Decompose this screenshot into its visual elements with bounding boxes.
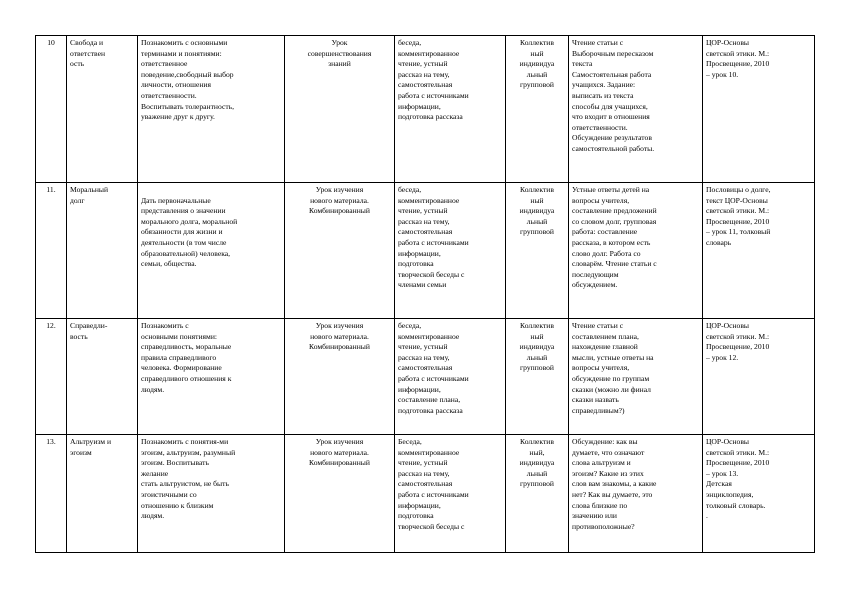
student-work-line: слово долг. Работа со: [572, 248, 641, 258]
lesson-type-cell: [285, 435, 395, 553]
work-form-line: Коллектив: [520, 437, 554, 446]
lesson-goal-line: Дать первоначальные: [141, 195, 211, 205]
lesson-topic-cell: [67, 36, 138, 183]
lesson-activity-cell: [395, 435, 506, 553]
lesson-type-line: Комбинированный: [309, 342, 370, 352]
student-work-line: обсуждение по группам: [572, 373, 650, 383]
student-work-line: Самостоятельная работа: [572, 69, 652, 79]
lesson-goal-line: поведение,свободный выбор: [141, 69, 234, 79]
lesson-activity-line: работа с источниками: [398, 90, 469, 100]
lesson-activity-cell: [395, 319, 506, 435]
lesson-goal-line: Воспитывать толерантность,: [141, 101, 235, 111]
lesson-goal-line: ответственное: [141, 59, 188, 69]
lesson-resources-line: толковый словарь.: [706, 500, 766, 510]
lesson-resources-line: энциклопедия,: [706, 489, 754, 499]
lesson-activity-line: информации,: [398, 248, 441, 258]
student-work-line: составление предложений: [572, 206, 657, 216]
work-form-line: Коллектив: [520, 38, 554, 47]
lesson-resources-line: Детская: [706, 479, 732, 489]
lesson-type-line: нового материала.: [310, 447, 369, 457]
lesson-resources-line: – урок 10.: [706, 69, 739, 79]
lesson-number-cell: 10: [36, 36, 67, 183]
lesson-goal-line: стать альтруистом, не быть: [141, 479, 229, 489]
lesson-activity-line: комментированное: [398, 195, 460, 205]
lesson-resources-cell: [703, 435, 815, 553]
student-work-line: мысли, устные ответы на: [572, 352, 654, 362]
student-work-line: обсуждением.: [572, 280, 618, 290]
lesson-goal-line: эгоизм. Воспитывать: [141, 458, 209, 468]
lesson-activity-line: составление плана,: [398, 395, 461, 405]
student-work-line: Чтение статьи с: [572, 321, 624, 330]
lesson-activity-line: чтение, устный: [398, 458, 448, 468]
lesson-goal-line: деятельности (в том числе: [141, 237, 227, 247]
work-form-line: групповой: [520, 479, 554, 489]
lesson-activity-line: информации,: [398, 500, 441, 510]
lesson-topic-line: эгоизм: [70, 447, 92, 457]
student-work-line: ответственности.: [572, 122, 628, 132]
lesson-topic-cell: [67, 183, 138, 319]
lesson-resources-line: светской этики. М.:: [706, 331, 770, 341]
lesson-activity-line: рассказ на тему,: [398, 468, 450, 478]
lesson-goal-line: желание: [141, 468, 169, 478]
lesson-activity-line: рассказ на тему,: [398, 352, 450, 362]
lesson-goal-line: человека. Формирование: [141, 363, 222, 373]
lesson-resources-line: светской этики. М.:: [706, 48, 770, 58]
work-form-line: льный: [526, 468, 548, 478]
student-work-line: способы для учащихся,: [572, 101, 648, 111]
lesson-resources-line: Просвещение, 2010: [706, 342, 770, 352]
table-row: [36, 36, 815, 183]
student-work-line: вопросы учителя,: [572, 363, 630, 373]
lesson-topic-line: вость: [70, 331, 88, 341]
student-work-line: Обсуждение результатов: [572, 133, 652, 143]
lesson-goal-line: терминами и понятиями:: [141, 48, 222, 58]
table-row: [36, 183, 815, 319]
lesson-goal-line: обязанности для жизни и: [141, 227, 223, 237]
lesson-goal-line: образовательной) человека,: [141, 248, 231, 258]
student-work-line: выписать из текста: [572, 90, 634, 100]
work-form-cell: [506, 183, 569, 319]
lesson-goal-cell: [138, 435, 285, 553]
lesson-activity-line: рассказ на тему,: [398, 69, 450, 79]
work-form-line: ный: [530, 195, 544, 205]
lesson-type-cell: [285, 319, 395, 435]
work-form-line: групповой: [520, 227, 554, 237]
lesson-type-line: нового материала.: [310, 195, 369, 205]
lesson-resources-line: светской этики. М.:: [706, 447, 770, 457]
lesson-type-cell: [285, 36, 395, 183]
lesson-type-line: нового материала.: [310, 331, 369, 341]
lesson-goal-line: уважение друг к другу.: [141, 112, 215, 122]
lesson-resources-line: светской этики. М.:: [706, 206, 770, 216]
lesson-resources-line: Просвещение, 2010: [706, 216, 770, 226]
student-work-line: Обсуждение: как вы: [572, 437, 638, 446]
work-form-line: индивидуа: [519, 458, 555, 468]
lesson-activity-line: чтение, устный: [398, 206, 448, 216]
lesson-goal-line: Познакомить с понятия-ми: [141, 437, 229, 446]
work-form-line: групповой: [520, 80, 554, 90]
student-work-line: что входит в отношения: [572, 112, 650, 122]
lesson-goal-line: людям.: [141, 384, 165, 394]
lesson-resources-line: словарь: [706, 237, 732, 247]
lesson-type-line: совершенствования: [307, 48, 372, 58]
work-form-line: льный: [526, 69, 548, 79]
work-form-cell: [506, 36, 569, 183]
student-work-line: думаете, что означают: [572, 447, 645, 457]
work-form-cell: [506, 435, 569, 553]
lesson-topic-line: Справедли-: [70, 321, 108, 330]
lesson-topic-line: Свобода и: [70, 38, 104, 47]
lesson-type-line: знаний: [328, 59, 351, 69]
lesson-resources-line: Пословицы о долге,: [706, 185, 771, 194]
lesson-activity-line: рассказ на тему,: [398, 216, 450, 226]
lesson-activity-cell: [395, 183, 506, 319]
lesson-activity-line: работа с источниками: [398, 489, 469, 499]
lesson-activity-line: работа с источниками: [398, 237, 469, 247]
lesson-type-line: Урок изучения: [315, 437, 364, 446]
lesson-goal-line: семьи, общества.: [141, 259, 197, 269]
lesson-activity-line: подготовка рассказа: [398, 112, 463, 122]
lesson-topic-line: долг: [70, 195, 85, 205]
lesson-activity-cell: [395, 36, 506, 183]
lesson-goal-line: Познакомить с: [141, 321, 189, 330]
student-work-line: учащихся. Задание:: [572, 80, 636, 90]
lesson-activity-line: самостоятельная: [398, 227, 453, 237]
student-work-line: нахождение главной: [572, 342, 638, 352]
work-form-line: Коллектив: [520, 185, 554, 194]
lesson-goal-line: эгоизм, альтруизм, разумный: [141, 447, 236, 457]
lesson-activity-line: творческой беседы с: [398, 269, 465, 279]
lesson-activity-line: творческой беседы с: [398, 521, 465, 531]
lesson-goal-line: представления о значении: [141, 206, 226, 216]
lesson-goal-line: личности, отношения: [141, 80, 211, 90]
lesson-activity-line: подготовка: [398, 511, 434, 521]
lesson-type-cell: [285, 183, 395, 319]
lesson-topic-cell: [67, 435, 138, 553]
student-work-line: работа: составление: [572, 227, 638, 237]
table-row: [36, 435, 815, 553]
lesson-number-cell: 13.: [36, 435, 67, 553]
lesson-number-cell: 12.: [36, 319, 67, 435]
work-form-line: групповой: [520, 363, 554, 373]
student-work-line: нет? Как вы думаете, это: [572, 489, 653, 499]
lesson-goal-line: справедливого отношения к: [141, 373, 232, 383]
student-work-cell: [569, 319, 703, 435]
student-work-line: вопросы учителя,: [572, 195, 630, 205]
lesson-goal-cell: [138, 319, 285, 435]
work-form-line: Коллектив: [520, 321, 554, 330]
student-work-line: слова альтруизм и: [572, 458, 631, 468]
lesson-goal-cell: [138, 36, 285, 183]
lesson-activity-line: подготовка рассказа: [398, 405, 463, 415]
student-work-line: справедливым?): [572, 405, 625, 415]
lesson-activity-line: членами семьи: [398, 280, 447, 290]
student-work-line: значению или: [572, 511, 617, 521]
lesson-goal-cell: [138, 183, 285, 319]
student-work-cell: [569, 435, 703, 553]
lesson-topic-cell: [67, 319, 138, 435]
lessons-table: [35, 35, 815, 553]
lesson-goal-line: справедливость, моральные: [141, 342, 232, 352]
lesson-goal-line: людям.: [141, 511, 165, 521]
lesson-resources-line: – урок 12.: [706, 352, 739, 362]
lesson-resources-line: Просвещение, 2010: [706, 59, 770, 69]
lesson-activity-line: чтение, устный: [398, 342, 448, 352]
student-work-line: слов вам знакомы, а какие: [572, 479, 657, 489]
student-work-cell: [569, 183, 703, 319]
lesson-resources-line: Просвещение, 2010: [706, 458, 770, 468]
student-work-line: самостоятельной работы.: [572, 143, 655, 153]
work-form-line: индивидуа: [519, 342, 555, 352]
student-work-line: рассказа, в котором есть: [572, 237, 651, 247]
lesson-activity-line: беседа,: [398, 185, 422, 194]
work-form-line: ный: [530, 48, 544, 58]
lesson-goal-line: морального долга, моральной: [141, 216, 238, 226]
lesson-activity-line: информации,: [398, 101, 441, 111]
lesson-type-line: Урок: [331, 38, 348, 47]
work-form-cell: [506, 319, 569, 435]
student-work-line: Чтение статьи с: [572, 38, 624, 47]
student-work-line: противоположные?: [572, 521, 635, 531]
lesson-goal-line: отношению к близким: [141, 500, 214, 510]
lesson-goal-line: ответственности.: [141, 90, 197, 100]
lesson-type-line: Комбинированный: [309, 458, 370, 468]
lesson-topic-line: ответствен: [70, 48, 106, 58]
lesson-activity-line: работа с источниками: [398, 373, 469, 383]
lesson-topic-line: Альтруизм и: [70, 437, 112, 446]
work-form-line: ный,: [529, 447, 545, 457]
lesson-activity-line: беседа,: [398, 38, 422, 47]
student-work-line: составлением плана,: [572, 331, 639, 341]
lesson-activity-line: Беседа,: [398, 437, 422, 446]
lesson-topic-line: ость: [70, 59, 85, 69]
student-work-line: словарём. Чтение статьи с: [572, 259, 657, 269]
lesson-type-line: Комбинированный: [309, 206, 370, 216]
student-work-line: эгоизм? Какие из этих: [572, 468, 644, 478]
work-form-line: ный: [530, 331, 544, 341]
lesson-goal-line: эгоистичными со: [141, 489, 197, 499]
work-form-line: льный: [526, 216, 548, 226]
lesson-resources-cell: [703, 319, 815, 435]
student-work-line: сказки назвать: [572, 395, 619, 405]
student-work-cell: [569, 36, 703, 183]
lesson-activity-line: самостоятельная: [398, 363, 453, 373]
student-work-line: Устные ответы детей на: [572, 185, 650, 194]
lesson-goal-line: Познакомить с основными: [141, 38, 228, 47]
work-form-line: льный: [526, 352, 548, 362]
lesson-resources-line: ЦОР-Основы: [706, 38, 750, 47]
lesson-activity-line: информации,: [398, 384, 441, 394]
student-work-line: последующим: [572, 269, 619, 279]
lesson-resources-cell: [703, 36, 815, 183]
lesson-resources-line: – урок 13.: [706, 468, 739, 478]
lesson-topic-line: Моральный: [70, 185, 109, 194]
lesson-resources-line: – урок 11, толковый: [706, 227, 771, 237]
lesson-resources-line: текст ЦОР-Основы: [706, 195, 768, 205]
lesson-number-cell: 11.: [36, 183, 67, 319]
student-work-line: сказки (можно ли финал: [572, 384, 651, 394]
lesson-type-line: Урок изучения: [315, 321, 364, 330]
lesson-goal-line: правила справедливого: [141, 352, 217, 362]
lesson-activity-line: комментированное: [398, 447, 460, 457]
lesson-activity-line: комментированное: [398, 48, 460, 58]
lesson-activity-line: самостоятельная: [398, 479, 453, 489]
student-work-line: слова близкие по: [572, 500, 628, 510]
work-form-line: индивидуа: [519, 206, 555, 216]
student-work-line: со словом долг, групповая: [572, 216, 657, 226]
student-work-line: Выборочным пересказом: [572, 48, 654, 58]
lesson-resources-line: ЦОР-Основы: [706, 321, 750, 330]
student-work-line: текста: [572, 59, 593, 69]
lesson-goal-line: [141, 185, 281, 196]
lesson-activity-line: самостоятельная: [398, 80, 453, 90]
lesson-resources-cell: [703, 183, 815, 319]
lesson-resources-line: .: [706, 511, 708, 521]
lesson-activity-line: беседа,: [398, 321, 422, 330]
table-row: [36, 319, 815, 435]
lesson-activity-line: подготовка: [398, 259, 434, 269]
lesson-type-line: Урок изучения: [315, 185, 364, 194]
work-form-line: индивидуа: [519, 59, 555, 69]
lesson-activity-line: комментированное: [398, 331, 460, 341]
lesson-resources-line: ЦОР-Основы: [706, 437, 750, 446]
lesson-activity-line: чтение, устный: [398, 59, 448, 69]
lesson-goal-line: основными понятиями:: [141, 331, 218, 341]
